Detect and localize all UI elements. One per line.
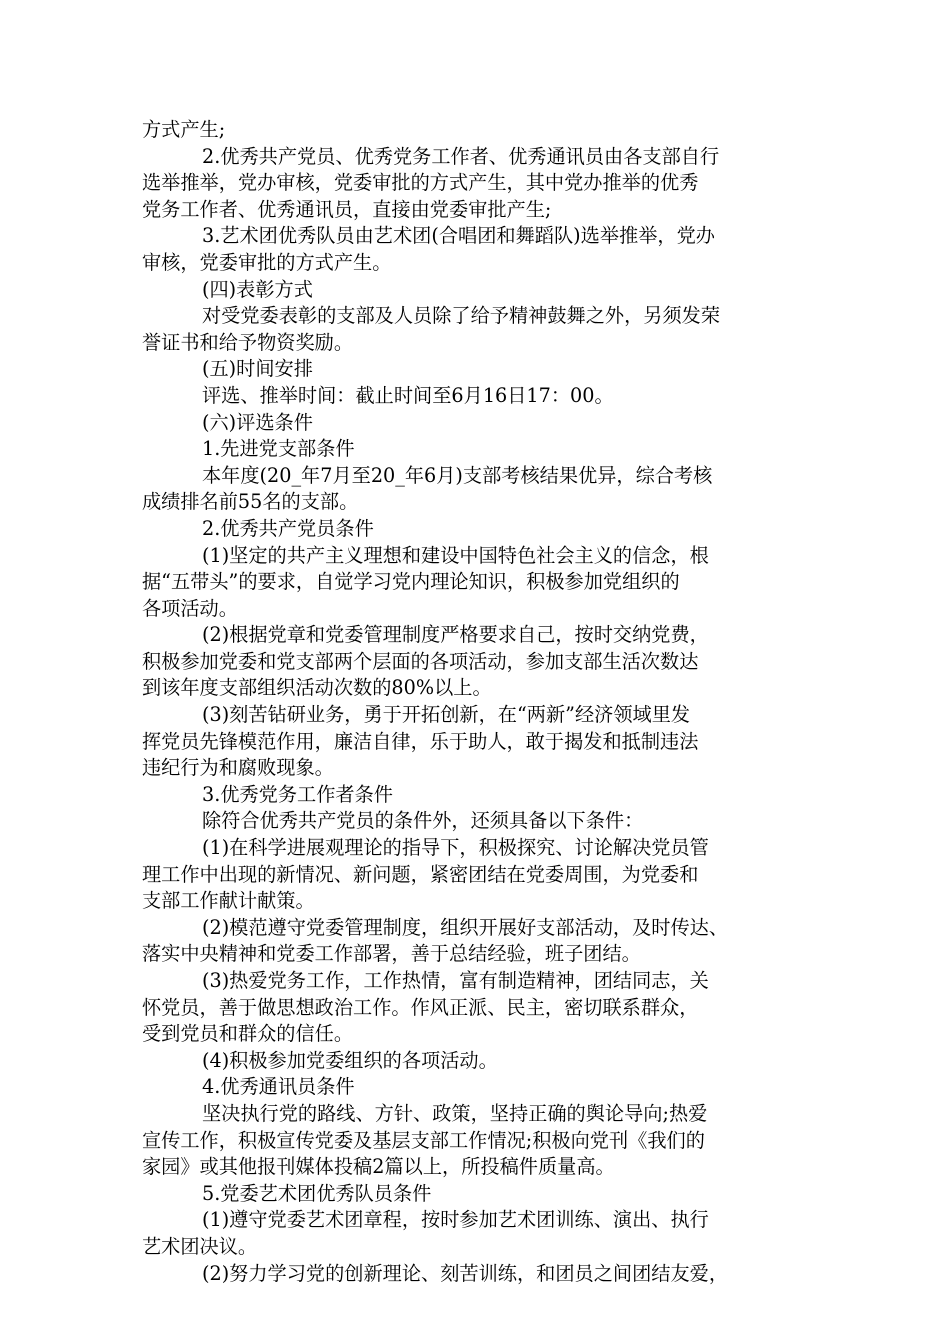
text-line: (2)模范遵守党委管理制度，组织开展好支部活动，及时传达、 — [202, 915, 729, 939]
text-line: 理工作中出现的新情况、新问题，紧密团结在党委周围，为党委和 — [142, 862, 699, 886]
text-line: (3)热爱党务工作，工作热情，富有制造精神，团结同志，关 — [202, 969, 709, 992]
text-line: 本年度(20_年7月至20_年6月)支部考核结果优异，综合考核 — [202, 463, 713, 487]
text-line: 5.党委艺术团优秀队员条件 — [202, 1181, 432, 1205]
text-line: 誉证书和给予物资奖励。 — [142, 330, 354, 354]
text-line: 到该年度支部组织活动次数的80%以上。 — [142, 676, 492, 700]
text-line: 宣传工作，积极宣传党委及基层支部工作情况;积极向党刊《我们的 — [142, 1128, 705, 1152]
text-line: (五)时间安排 — [202, 357, 313, 381]
text-line: 对受党委表彰的支部及人员除了给予精神鼓舞之外，另须发荣 — [202, 304, 721, 328]
text-line: (1)在科学进展观理论的指导下，积极探究、讨论解决党员管 — [202, 836, 709, 860]
text-line: 1.先进党支部条件 — [202, 437, 355, 461]
text-line: 评选、推举时间：截止时间至6月16日17：00。 — [202, 383, 614, 407]
text-line: 3.艺术团优秀队员由艺术团(合唱团和舞蹈队)选举推举，党办 — [202, 224, 715, 248]
text-line: 成绩排名前55名的支部。 — [142, 490, 359, 514]
text-line: 方式产生; — [142, 118, 226, 141]
text-line: 艺术团决议。 — [142, 1234, 258, 1258]
text-line: 坚决执行党的路线、方针、政策，坚持正确的舆论导向;热爱 — [202, 1101, 708, 1125]
text-line: 支部工作献计献策。 — [142, 889, 315, 913]
text-line: 受到党员和群众的信任。 — [142, 1022, 354, 1046]
text-line: 家园》或其他报刊媒体投稿2篇以上，所投稿件质量高。 — [142, 1155, 615, 1179]
text-line: (3)刻苦钻研业务，勇于开拓创新，在“两新”经济领域里发 — [202, 703, 691, 727]
text-line: (1)遵守党委艺术团章程，按时参加艺术团训练、演出、执行 — [202, 1208, 709, 1232]
text-line: 各项活动。 — [142, 596, 238, 620]
text-line: 3.优秀党务工作者条件 — [202, 782, 393, 806]
text-line: 党务工作者、优秀通讯员，直接由党委审批产生; — [142, 197, 552, 221]
text-line: 审核，党委审批的方式产生。 — [142, 250, 392, 274]
text-line: 据“五带头”的要求，自觉学习党内理论知识，积极参加党组织的 — [142, 570, 680, 594]
text-line: 违纪行为和腐败现象。 — [142, 756, 334, 780]
text-line: (六)评选条件 — [202, 410, 313, 434]
text-line: 选举推举，党办审核，党委审批的方式产生，其中党办推举的优秀 — [142, 171, 699, 195]
text-line: 除符合优秀共产党员的条件外，还须具备以下条件： — [202, 809, 644, 833]
text-line: (2)努力学习党的创新理论、刻苦训练，和团员之间团结友爱， — [202, 1261, 729, 1285]
text-line: (四)表彰方式 — [202, 277, 313, 301]
text-line: 2.优秀共产党员条件 — [202, 516, 374, 540]
text-line: (4)积极参加党委组织的各项活动。 — [202, 1048, 498, 1072]
text-line: (1)坚定的共产主义理想和建设中国特色社会主义的信念，根 — [202, 543, 709, 567]
text-line: 积极参加党委和党支部两个层面的各项活动，参加支部生活次数达 — [142, 649, 699, 673]
text-line: 怀党员，善于做思想政治工作。作风正派、民主，密切联系群众， — [142, 995, 699, 1019]
text-line: 4.优秀通讯员条件 — [202, 1075, 355, 1099]
text-line: 2.优秀共产党员、优秀党务工作者、优秀通讯员由各支部自行 — [202, 144, 720, 168]
text-line: 挥党员先锋模范作用，廉洁自律，乐于助人，敢于揭发和抵制违法 — [142, 729, 699, 753]
text-line: 落实中央精神和党委工作部署，善于总结经验，班子团结。 — [142, 942, 641, 966]
document-page — [142, 117, 812, 1287]
text-line: (2)根据党章和党委管理制度严格要求自己，按时交纳党费， — [202, 623, 709, 647]
